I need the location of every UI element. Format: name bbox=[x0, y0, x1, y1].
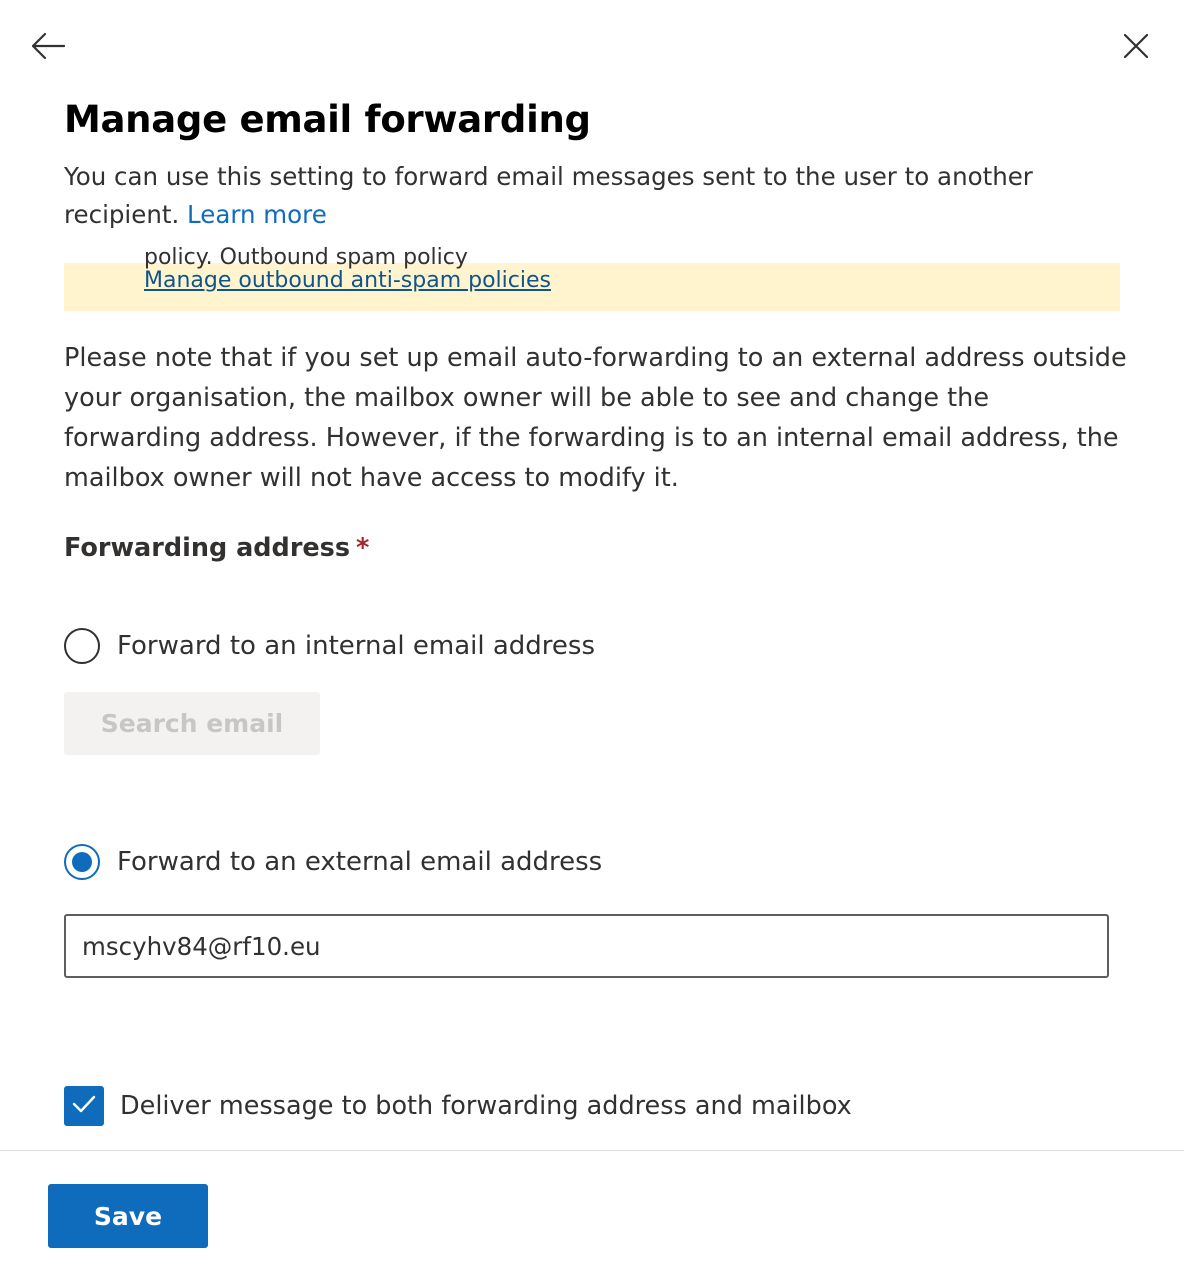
deliver-both-label: Deliver message to both forwarding address and mailbox bbox=[120, 1091, 852, 1121]
radio-internal[interactable] bbox=[64, 628, 100, 664]
manage-anti-spam-link[interactable]: Manage outbound anti-spam policies bbox=[144, 268, 551, 293]
warning-banner bbox=[64, 245, 1120, 311]
forwarding-note: Please note that if you set up email auto-forwarding to an external address outside your organisation, the mailbox owner will be able to see and change the forwarding address. However, if the forwarding is to an internal email address, the mailbox owner will not have access to modify it. bbox=[64, 343, 1127, 493]
required-marker: * bbox=[356, 533, 370, 563]
radio-external[interactable] bbox=[64, 844, 100, 880]
page-title: Manage email forwarding bbox=[64, 98, 591, 141]
description-text: You can use this setting to forward email messages sent to the user to another recipient. bbox=[64, 162, 1033, 229]
forwarding-address-label bbox=[64, 533, 369, 563]
save-button[interactable]: Save bbox=[48, 1184, 208, 1248]
checkmark-icon bbox=[71, 1093, 97, 1119]
close-icon bbox=[1123, 33, 1149, 63]
footer-divider bbox=[0, 1150, 1184, 1151]
search-email-button[interactable]: Search email bbox=[64, 692, 320, 755]
deliver-both-checkbox[interactable] bbox=[64, 1086, 104, 1126]
page-description bbox=[64, 158, 1114, 234]
radio-selected-dot bbox=[72, 852, 92, 872]
arrow-left-icon bbox=[30, 31, 66, 65]
back-button[interactable] bbox=[24, 24, 72, 72]
banner-text: policy. Outbound spam policy bbox=[144, 245, 468, 270]
deliver-both-option[interactable] bbox=[64, 1086, 852, 1126]
external-email-input[interactable] bbox=[64, 914, 1109, 978]
radio-internal-option[interactable] bbox=[64, 628, 595, 664]
forwarding-address-label-text: Forwarding address bbox=[64, 533, 351, 563]
radio-external-option[interactable] bbox=[64, 844, 602, 880]
learn-more-link[interactable]: Learn more bbox=[187, 200, 327, 229]
radio-external-label: Forward to an external email address bbox=[117, 847, 603, 877]
close-button[interactable] bbox=[1112, 24, 1160, 72]
radio-internal-label: Forward to an internal email address bbox=[117, 631, 596, 661]
